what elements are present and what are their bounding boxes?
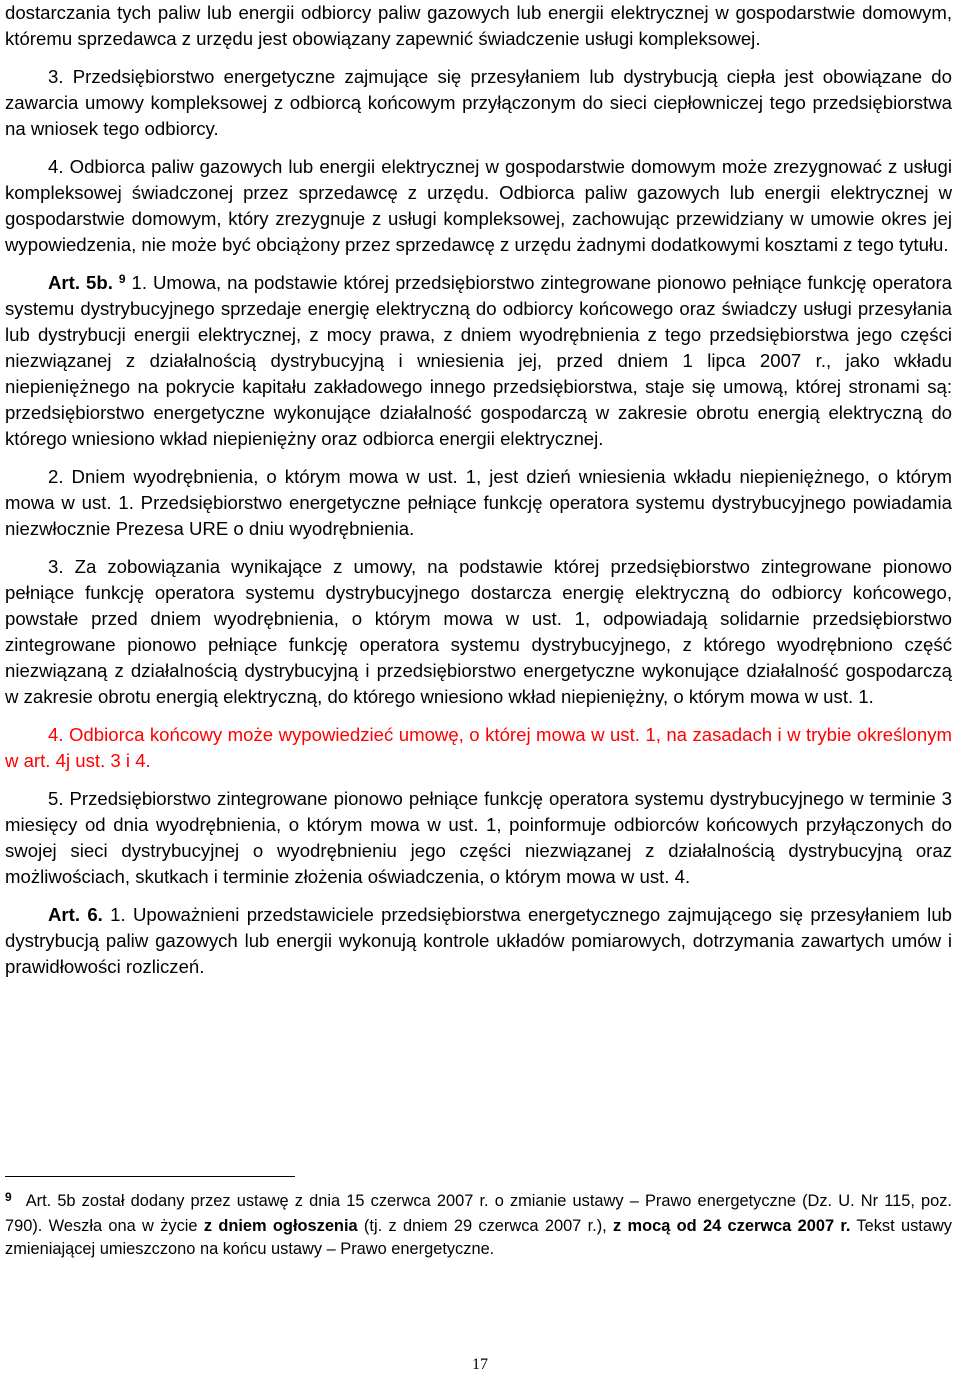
paragraph-art6-ust1 — [5, 902, 952, 980]
article-5b-text: 1. Umowa, na podstawie której przedsiębiorstwo zintegrowane pionowo pełniące funkcję operatora systemu dystrybucyjnego sprzedaje energię elektryczną do odbiorcy końcowego oraz świadczy usługi przesyłania lub dystrybucji energii elektrycznej, z mocy prawa, z dniem wyodrębnienia z tego przedsiębiorstwa jego części niezwiązanej z działalnością dystrybucyjną i wniesienia jej, przed dniem 1 lipca 2007 r., jako wkładu niepieniężnego na pokrycie kapitału zakładowego innego przedsiębiorstwa, staje się umową, której stronami są: przedsiębiorstwo energetyczne wykonujące działalność gospodarczą w zakresie obrotu energią elektryczną do którego wniesiono wkład niepieniężny oraz odbiorca energii elektrycznej. — [5, 272, 952, 449]
footnote-reference: 9 — [118, 272, 126, 286]
footnote-text-1: Art. 5b został dodany przez ustawę z dnia 15 czerwca 2007 r. o zmianie ustawy – Prawo energetyczne (Dz. U. Nr 115, poz. 790). Weszła ona w życie — [5, 1192, 952, 1235]
paragraph-continuation: dostarczania tych paliw lub energii odbiorcy paliw gazowych lub energii elektrycznej w gospodarstwie domowym, któremu sprzedawca z urzędu jest obowiązany zapewnić świadczenie usługi kompleksowej. — [5, 2, 952, 49]
paragraph-art5b-ust4-amended: 4. Odbiorca końcowy może wypowiedzieć umowę, o której mowa w ust. 1, na zasadach i w trybie określonym w art. 4j ust. 3 i 4. — [5, 724, 952, 771]
paragraph-art5b-ust3: 3. Za zobowiązania wynikające z umowy, na podstawie której przedsiębiorstwo zintegrowane pionowo pełniące funkcję operatora systemu dystrybucyjnego dostarcza energię elektryczną do odbiorcy końcowego, powstałe przed dniem wyodrębnienia, o którym mowa w ust. 1, odpowiadają solidarnie przedsiębiorstwo zintegrowane pionowo pełniące funkcję operatora systemu dystrybucyjnego, z którego wyodrębniono część niezwiązaną z działalnością dystrybucyjną i przedsiębiorstwo energetyczne wykonujące działalność gospodarczą w zakresie obrotu energią elektryczną, do którego wniesiono wkład niepieniężny, o którym mowa w ust. 1. — [5, 556, 952, 707]
paragraph-art5b-ust2: 2. Dniem wyodrębnienia, o którym mowa w ust. 1, jest dzień wniesienia wkładu niepieniężnego, o którym mowa w ust. 1. Przedsiębiorstwo energetyczne pełniące funkcję operatora systemu dystrybucyjnego powiadamia niezwłocznie Prezesa URE o dniu wyodrębnienia. — [5, 466, 952, 539]
paragraph-art5b-ust1 — [5, 270, 952, 452]
article-6-text: 1. Upoważnieni przedstawiciele przedsiębiorstwa energetycznego zajmującego się przesyłaniem lub dystrybucją paliw gazowych lub energii wykonują kontrole układów pomiarowych, dotrzymania zawartych umów i prawidłowości rozliczeń. — [5, 904, 952, 977]
footnote-mark: 9 — [5, 1190, 12, 1204]
article-label-6: Art. 6. — [48, 904, 103, 925]
footnote-bold-2: z mocą od 24 czerwca 2007 r. — [613, 1216, 851, 1235]
paragraph-art5b-ust5: 5. Przedsiębiorstwo zintegrowane pionowo pełniące funkcję operatora systemu dystrybucyjnego w terminie 3 miesięcy od dnia wyodrębnienia, o którym mowa w ust. 1, poinformuje odbiorców końcowych przyłączonych do swojej sieci dystrybucyjnej o wyodrębnieniu jego części niezwiązanej z działalnością dystrybucyjną oraz możliwościach, skutkach i terminie złożenia oświadczenia, o którym mowa w ust. 4. — [5, 788, 952, 887]
footnote-separator — [5, 1176, 295, 1177]
page-number: 17 — [472, 1356, 488, 1373]
footnote-text-2: (tj. z dniem 29 czerwca 2007 r.), — [357, 1216, 614, 1235]
footnote — [5, 1190, 952, 1262]
article-label-5b: Art. 5b. — [48, 272, 113, 293]
footnote-bold-1: z dniem ogłoszenia — [203, 1216, 358, 1235]
document-body — [5, 0, 952, 980]
paragraph-art5a-ust4: 4. Odbiorca paliw gazowych lub energii elektrycznej w gospodarstwie domowym może zrezygnować z usługi kompleksowej świadczonej przez sprzedawcę z urzędu. Odbiorca paliw gazowych lub energii elektrycznej w gospodarstwie domowym, który zrezygnuje z usługi kompleksowej, zachowując przewidziany w umowie okres jej wypowiedzenia, nie może być obciążony przez sprzedawcę z urzędu żadnymi dodatkowymi kosztami z tego tytułu. — [5, 156, 952, 255]
paragraph-art5a-ust3: 3. Przedsiębiorstwo energetyczne zajmujące się przesyłaniem lub dystrybucją ciepła jest obowiązane do zawarcia umowy kompleksowej z odbiorcą końcowym przyłączonym do sieci ciepłowniczej tego przedsiębiorstwa na wniosek tego odbiorcy. — [5, 66, 952, 139]
footnote-text-3: Tekst ustawy zmieniającej umieszczono na końcu ustawy – Prawo energetyczne. — [5, 1216, 952, 1258]
